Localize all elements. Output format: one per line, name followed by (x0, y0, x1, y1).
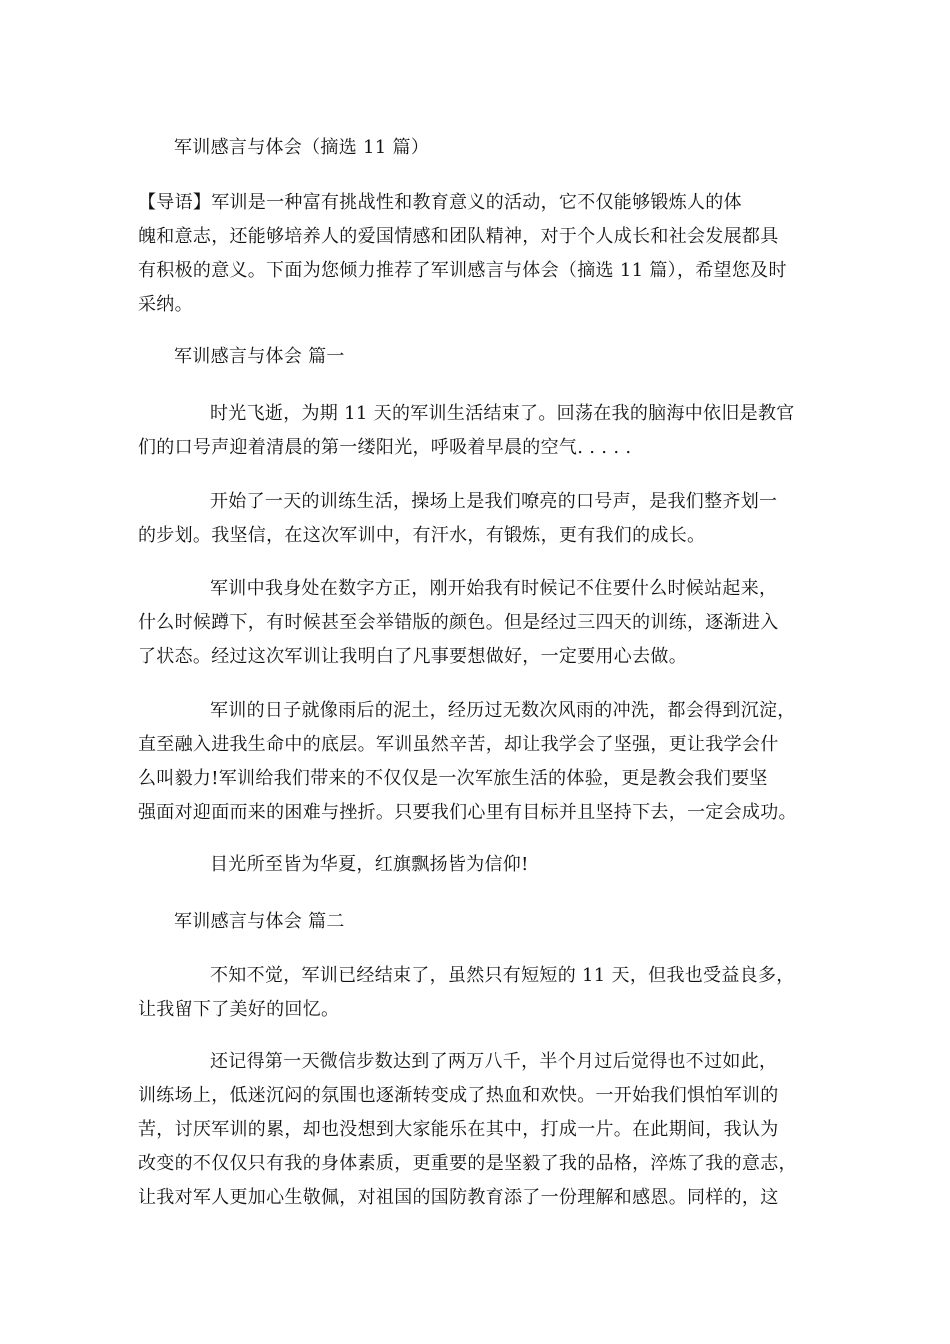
section1-paragraph-5: 目光所至皆为华夏，红旗飘扬皆为信仰! (210, 854, 529, 875)
paragraph-line: 的步划。我坚信，在这次军训中，有汗水，有锻炼，更有我们的成长。 (138, 525, 706, 546)
section2-paragraph-2 (138, 1045, 797, 1215)
intro-line: 有积极的意义。下面为您倾力推荐了军训感言与体会（摘选 11 篇），希望您及时 (138, 260, 787, 281)
paragraph-line: 还记得第一天微信步数达到了两万八千，半个月过后觉得也不过如此， (210, 1051, 778, 1072)
paragraph-line: 什么时候蹲下，有时候甚至会举错版的颜色。但是经过三四天的训练，逐渐进入 (138, 612, 779, 633)
paragraph-line: 军训的日子就像雨后的泥土，经历过无数次风雨的冲洗，都会得到沉淀， (210, 700, 796, 721)
intro-line: 采纳。 (138, 294, 193, 315)
paragraph-line: 训练场上，低迷沉闷的氛围也逐渐转变成了热血和欢快。一开始我们惧怕军训的 (138, 1085, 779, 1106)
paragraph-line: 让我留下了美好的回忆。 (138, 999, 340, 1020)
paragraph-line: 们的口号声迎着清晨的第一缕阳光，呼吸着早晨的空气. . . . . (138, 437, 632, 458)
paragraph-line: 直至融入进我生命中的底层。军训虽然辛苦，却让我学会了坚强，更让我学会什 (138, 734, 779, 755)
section1-paragraph-4 (138, 694, 797, 830)
intro-line: 魄和意志，还能够培养人的爱国情感和团队精神，对于个人成长和社会发展都具 (138, 226, 779, 247)
paragraph-line: 强面对迎面而来的困难与挫折。只要我们心里有目标并且坚持下去，一定会成功。 (138, 802, 797, 823)
section-heading-2: 军训感言与体会 篇二 (174, 911, 345, 932)
paragraph-line: 么叫毅力!军训给我们带来的不仅仅是一次军旅生活的体验，更是教会我们要坚 (138, 768, 768, 789)
section1-paragraph-1 (138, 397, 795, 465)
intro-paragraph (138, 186, 828, 322)
paragraph-line: 不知不觉，军训已经结束了，虽然只有短短的 11 天，但我也受益良多， (210, 965, 795, 986)
section-heading-1: 军训感言与体会 篇一 (174, 346, 345, 367)
paragraph-line: 军训中我身处在数字方正，刚开始我有时候记不住要什么时候站起来， (210, 578, 778, 599)
document-title: 军训感言与体会（摘选 11 篇） (174, 137, 430, 158)
section1-paragraph-3 (138, 572, 779, 674)
section2-paragraph-1 (138, 959, 795, 1027)
paragraph-line: 让我对军人更加心生敬佩，对祖国的国防教育添了一份理解和感恩。同样的，这 (138, 1187, 779, 1208)
section1-paragraph-2 (138, 485, 777, 553)
intro-line: 【导语】军训是一种富有挑战性和教育意义的活动，它不仅能够锻炼人的体 (138, 192, 742, 213)
paragraph-line: 改变的不仅仅只有我的身体素质，更重要的是坚毅了我的品格，淬炼了我的意志， (138, 1153, 797, 1174)
paragraph-line: 时光飞逝，为期 11 天的军训生活结束了。回荡在我的脑海中依旧是教官 (210, 403, 795, 424)
paragraph-line: 开始了一天的训练生活，操场上是我们嘹亮的口号声，是我们整齐划一 (210, 491, 778, 512)
paragraph-line: 苦，讨厌军训的累，却也没想到大家能乐在其中，打成一片。在此期间，我认为 (138, 1119, 779, 1140)
paragraph-line: 了状态。经过这次军训让我明白了凡事要想做好，一定要用心去做。 (138, 646, 687, 667)
